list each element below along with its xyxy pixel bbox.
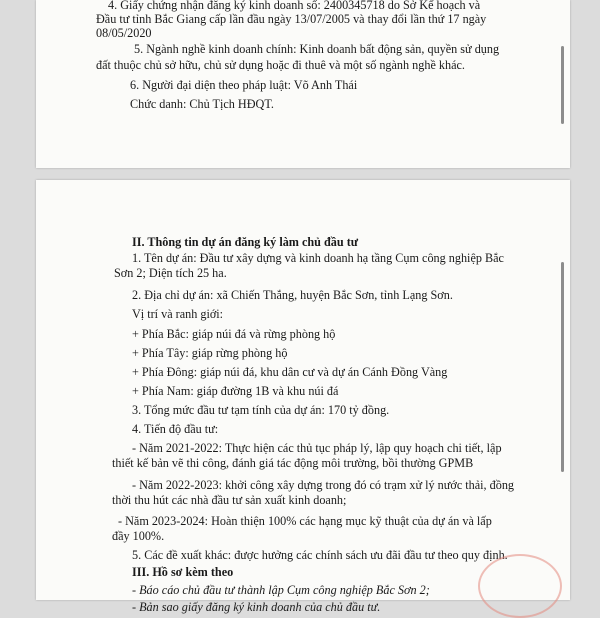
text-line: + Phía Bắc: giáp núi đá và rừng phòng hộ (132, 327, 336, 341)
text-line: Vị trí và ranh giới: (132, 307, 224, 321)
text-line: 2. Địa chỉ dự án: xã Chiến Thắng, huyện Bắc Sơn, tỉnh Lạng Sơn. (132, 288, 453, 302)
text-line: - Năm 2023-2024: Hoàn thiện 100% các hạng mục kỹ thuật của dự án và lấp (118, 514, 492, 528)
text-line: đất thuộc chủ sở hữu, chủ sử dụng hoặc đi thuê và một số ngành nghề khác. (96, 58, 465, 72)
text-line: Sơn 2; Diện tích 25 ha. (114, 266, 227, 280)
text-line: 4. Tiến độ đầu tư: (132, 422, 219, 436)
text-line: đầy 100%. (112, 529, 165, 543)
section-heading: III. Hồ sơ kèm theo (132, 565, 234, 579)
text-line: thiết kế bản vẽ thi công, đánh giá tác động môi trường, bồi thường GPMB (112, 456, 474, 470)
section-heading: II. Thông tin dự án đăng ký làm chủ đầu tư (132, 235, 359, 249)
document-page-2 (36, 180, 570, 614)
text-line: Đầu tư tỉnh Bắc Giang cấp lần đầu ngày 13/07/2005 và thay đổi lần thứ 17 ngày (96, 12, 487, 26)
text-line: + Phía Tây: giáp rừng phòng hộ (132, 346, 288, 360)
text-line: - Năm 2021-2022: Thực hiện các thủ tục pháp lý, lập quy hoạch chi tiết, lập (132, 441, 502, 455)
text-line: 3. Tổng mức đầu tư tạm tính của dự án: 170 tỷ đồng. (132, 403, 390, 417)
scrollbar[interactable] (561, 262, 564, 472)
text-line: - Bản sao giấy đăng ký kinh doanh của chủ đầu tư. (132, 600, 381, 614)
text-line: 1. Tên dự án: Đầu tư xây dựng và kinh doanh hạ tầng Cụm công nghiệp Bắc (132, 251, 504, 265)
text-line: Chức danh: Chủ Tịch HĐQT. (130, 97, 274, 111)
document-page-1 (36, 0, 570, 168)
text-line: 5. Ngành nghề kinh doanh chính: Kinh doanh bất động sản, quyền sử dụng (134, 42, 500, 56)
text-line: 6. Người đại diện theo pháp luật: Võ Anh Thái (130, 78, 358, 92)
text-line: + Phía Nam: giáp đường 1B và khu núi đá (132, 384, 339, 398)
text-line: + Phía Đông: giáp núi đá, khu dân cư và dự án Cánh Đồng Vàng (132, 365, 448, 379)
scrollbar[interactable] (561, 46, 564, 124)
text-line: 08/05/2020 (96, 26, 152, 40)
text-line: - Năm 2022-2023: khởi công xây dựng trong đó có trạm xử lý nước thải, đồng (132, 478, 515, 492)
text-line: 4. Giấy chứng nhận đăng ký kinh doanh số: 2400345718 do Sở Kế hoạch và (108, 0, 481, 12)
text-line: - Báo cáo chủ đầu tư thành lập Cụm công nghiệp Bắc Sơn 2; (132, 583, 430, 597)
text-line: thời thu hút các nhà đầu tư sản xuất kinh doanh; (112, 493, 347, 507)
text-line: 5. Các đề xuất khác: được hưởng các chính sách ưu đãi đầu tư theo quy định. (132, 548, 508, 562)
red-stamp (478, 554, 562, 618)
